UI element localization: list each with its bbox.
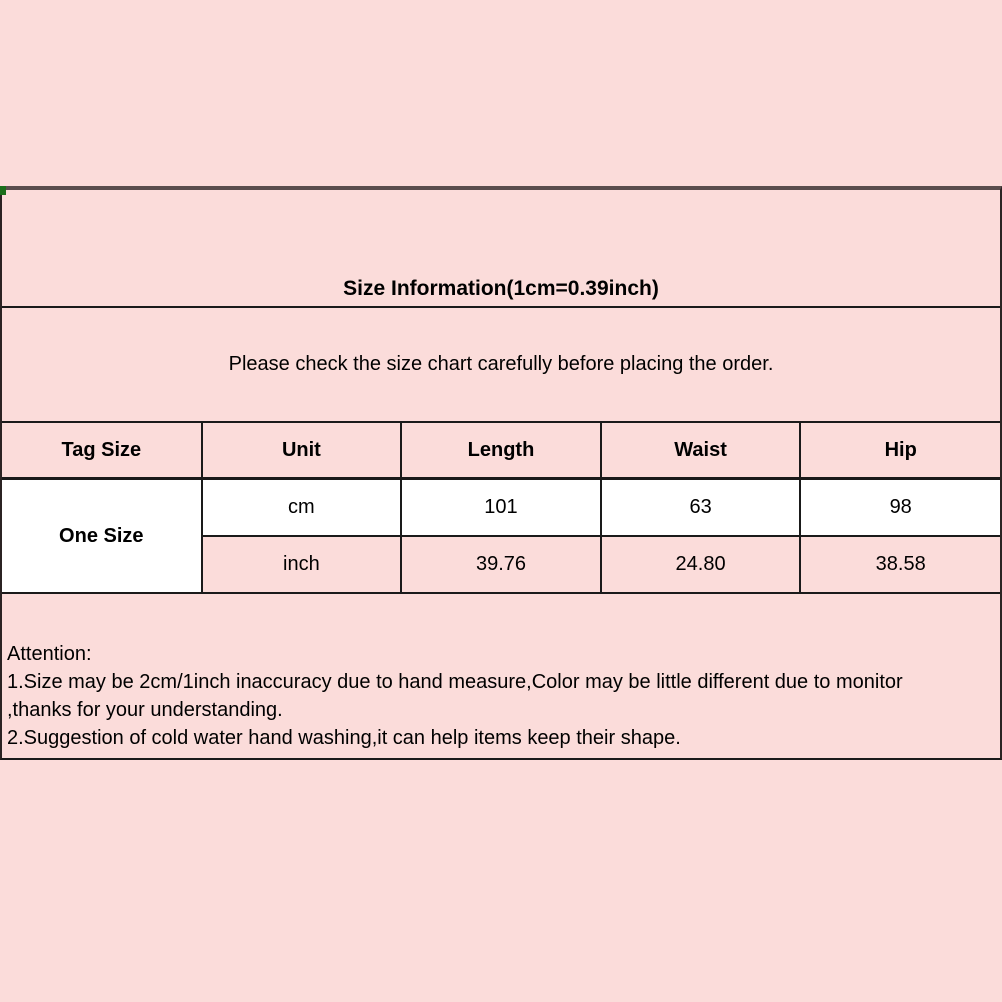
attention-line-3: 2.Suggestion of cold water hand washing,it can help items keep their shape. — [7, 727, 681, 749]
cell-length-inch: 39.76 — [401, 536, 601, 593]
cell-hip-inch: 38.58 — [800, 536, 1000, 593]
header-cell-hip: Hip — [800, 423, 1000, 479]
cell-length-cm: 101 — [401, 479, 601, 537]
cell-unit-inch: inch — [202, 536, 402, 593]
attention-line-2: ,thanks for your understanding. — [7, 699, 283, 721]
header-cell-length: Length — [401, 423, 601, 479]
size-row-cm — [2, 479, 1000, 537]
sheet-title: Size Information(1cm=0.39inch) — [343, 276, 659, 300]
cell-unit-cm: cm — [202, 479, 402, 537]
green-corner-mark — [0, 186, 6, 195]
attention-line-1: 1.Size may be 2cm/1inch inaccuracy due to hand measure,Color may be little different due to monitor — [7, 671, 903, 693]
title-row — [2, 190, 1000, 308]
header-cell-waist: Waist — [601, 423, 801, 479]
size-table — [2, 423, 1000, 594]
attention-section — [2, 594, 1000, 758]
header-cell-tag-size: Tag Size — [2, 423, 202, 479]
cell-waist-inch: 24.80 — [601, 536, 801, 593]
sheet-subtitle: Please check the size chart carefully before placing the order. — [228, 352, 774, 375]
cell-hip-cm: 98 — [800, 479, 1000, 537]
cell-waist-cm: 63 — [601, 479, 801, 537]
size-info-sheet — [0, 186, 1002, 760]
attention-heading: Attention: — [7, 643, 92, 665]
header-cell-unit: Unit — [202, 423, 402, 479]
cell-tag-size: One Size — [2, 479, 202, 594]
size-table-header-row — [2, 423, 1000, 479]
subtitle-row — [2, 308, 1000, 423]
